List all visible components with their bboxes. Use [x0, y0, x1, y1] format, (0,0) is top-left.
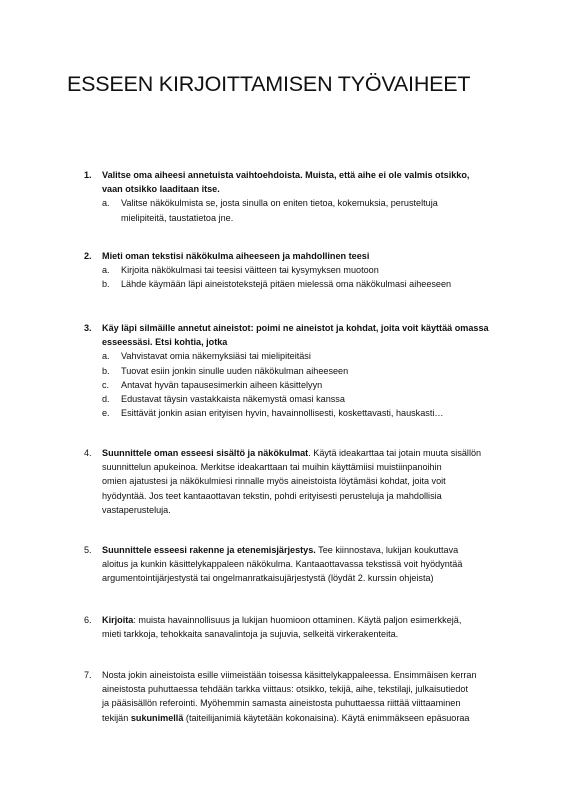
bold-text: sukunimellä: [130, 712, 184, 723]
sub-item: [102, 406, 504, 420]
document-title: ESSEEN KIRJOITTAMISEN TYÖVAIHEET: [67, 72, 471, 96]
step-number: 2.: [84, 251, 92, 261]
sub-item-text: Esittävät jonkin asian erityisen hyvin, havainnollisesti, koskettavasti, hauskasti…: [121, 408, 444, 419]
bold-text: Käy läpi silmäille annetut aineistot: poimi ne aineistot ja kohdat, joita voit käyttää omassa: [102, 323, 489, 333]
step-text-line: [102, 489, 504, 503]
sub-item-letter: a.: [102, 351, 110, 362]
step-text-line: [102, 503, 504, 517]
bold-text: Suunnittele esseesi rakenne ja etenemisjärjestys.: [102, 545, 316, 555]
step-text-line: [102, 249, 504, 263]
step-text-line: [102, 335, 504, 349]
step-text-line: [102, 321, 504, 335]
text-run: Nosta jokin aineistoista esille viimeistään toisessa käsittelykappaleessa. Ensimmäisen kerran: [102, 670, 477, 680]
sub-item-text: Vahvistavat omia näkemyksiäsi tai mielipiteitäsi: [121, 351, 311, 362]
sub-item-text: Lähde käymään läpi aineistotekstejä pitäen mielessä oma näkökulmasi aiheeseen: [121, 279, 452, 290]
sub-item: [102, 364, 504, 378]
step-text: [102, 543, 504, 586]
step-text-line: [102, 474, 504, 488]
step-text-line: [102, 571, 504, 585]
step-text-line: [102, 557, 504, 571]
bold-text: Kirjoita: [102, 615, 134, 625]
step-text-line: [102, 182, 504, 196]
step-number: 1.: [84, 170, 92, 180]
step-text-line: [102, 613, 504, 627]
step-text: [102, 613, 504, 641]
step-item: [84, 543, 504, 586]
step-text: [102, 321, 504, 349]
sub-item: [102, 349, 504, 363]
bold-text: vaan otsikko laaditaan itse.: [102, 184, 220, 195]
text-run: omien ajatustesi ja näkökulmiesi rinnalle myös aineistoista löytämäsi kohdat, joita voit: [102, 476, 446, 487]
step-text-line: [102, 627, 504, 641]
step-item: [84, 668, 504, 725]
sub-item-letter: d.: [102, 394, 110, 405]
step-text-line: [102, 168, 504, 182]
step-text-line: [102, 446, 504, 460]
step-text: [102, 446, 504, 517]
sub-item: [102, 392, 504, 406]
text-run: aloitus ja kunkin käsittelykappaleen näkökulma. Kantaaottavassa tekstissä voit hyödyntää: [102, 559, 463, 570]
step-number: 3.: [84, 323, 92, 333]
sub-item-letter: b.: [102, 365, 110, 376]
step-text-line: [102, 543, 504, 557]
bold-text: Suunnittele oman esseesi sisältö ja näkökulmat: [102, 448, 309, 458]
step-item: [84, 168, 504, 225]
sub-item-text: Antavat hyvän tapausesimerkin aiheen käsittelyyn: [121, 379, 323, 390]
text-run: ja pääsisällön referointi. Myöhemmin samasta aineistosta puhuttaessa riittää viittaaminen: [102, 698, 461, 709]
step-text: [102, 249, 504, 263]
step-item: [84, 446, 504, 517]
text-run: hyödyntää. Jos teet kantaaottavan tekstin, pohdi erityisesti perusteluja ja mahdollisia: [102, 490, 442, 501]
sub-item-letter: c.: [102, 379, 110, 390]
text-run: argumentointijärjestystä tai ongelmanratkaisujärjestystä (löydät 2. kurssin ohjeista): [102, 573, 434, 584]
text-run: aineistosta puhuttaessa tehdään tarkka viittaus: otsikko, tekijä, aihe, tekstilaji, julkaisutiedot: [102, 684, 468, 695]
sub-item-text: Edustavat täysin vastakkaista näkemystä omasi kanssa: [121, 394, 345, 405]
sub-item-text: Kirjoita näkökulmasi tai teesisi väitteen tai kysymyksen muotoon: [121, 265, 379, 276]
bold-text: Mieti oman tekstisi näkökulma aiheeseen ja mahdollinen teesi: [102, 251, 370, 261]
bold-text: Valitse oma aiheesi annetuista vaihtoehdoista. Muista, että aihe ei ole valmis otsikko,: [102, 170, 470, 180]
step-number: 4.: [84, 448, 92, 458]
sub-list: [102, 196, 504, 224]
sub-item-text: Valitse näkökulmista se, josta sinulla on eniten tietoa, kokemuksia, perusteltuja: [121, 198, 438, 209]
text-run: tekijän: [102, 712, 131, 723]
sub-item-text: mielipiteitä, taustatietoa jne.: [121, 212, 234, 223]
sub-item: [102, 196, 504, 224]
bold-text: esseessäsi. Etsi kohtia, jotka: [102, 337, 228, 348]
step-text-line: [102, 668, 504, 682]
sub-item: [102, 277, 504, 291]
step-number: 6.: [84, 615, 92, 625]
sub-item: [102, 263, 504, 277]
sub-item: [102, 378, 504, 392]
sub-item-letter: a.: [102, 198, 110, 209]
step-text-line: [102, 711, 504, 725]
text-run: (taiteilijanimiä käytetään kokonaisina). Käytä enimmäkseen epäsuoraa: [183, 712, 470, 723]
text-run: : muista havainnollisuus ja lukijan huomioon ottaminen. Käytä paljon esimerkkejä,: [133, 615, 462, 625]
sub-item-letter: a.: [102, 265, 110, 276]
step-text: [102, 168, 504, 196]
text-run: vastaperusteluja.: [102, 504, 171, 515]
step-number: 7.: [84, 670, 92, 680]
text-run: Tee kiinnostava, lukijan koukuttava: [315, 545, 459, 555]
step-text-line: [102, 460, 504, 474]
text-run: . Käytä ideakarttaa tai jotain muuta sisällön: [308, 448, 482, 458]
sub-item-letter: b.: [102, 279, 110, 290]
step-text-line: [102, 696, 504, 710]
step-item: [84, 249, 504, 292]
step-text: [102, 668, 504, 725]
text-run: suunnittelun apukeinoa. Merkitse ideakarttaan tai muihin käyttämiisi muistiinpanoihin: [102, 462, 442, 473]
step-number: 5.: [84, 545, 92, 555]
step-item: [84, 613, 504, 641]
sub-item-letter: e.: [102, 408, 110, 419]
sub-list: [102, 263, 504, 291]
sub-item-text: Tuovat esiin jonkin sinulle uuden näkökulman aiheeseen: [121, 365, 349, 376]
step-item: [84, 321, 504, 420]
text-run: mieti tarkkoja, tehokkaita sanavalintoja ja sujuvia, selkeitä virkerakenteita.: [102, 629, 399, 640]
step-text-line: [102, 682, 504, 696]
sub-list: [102, 349, 504, 420]
